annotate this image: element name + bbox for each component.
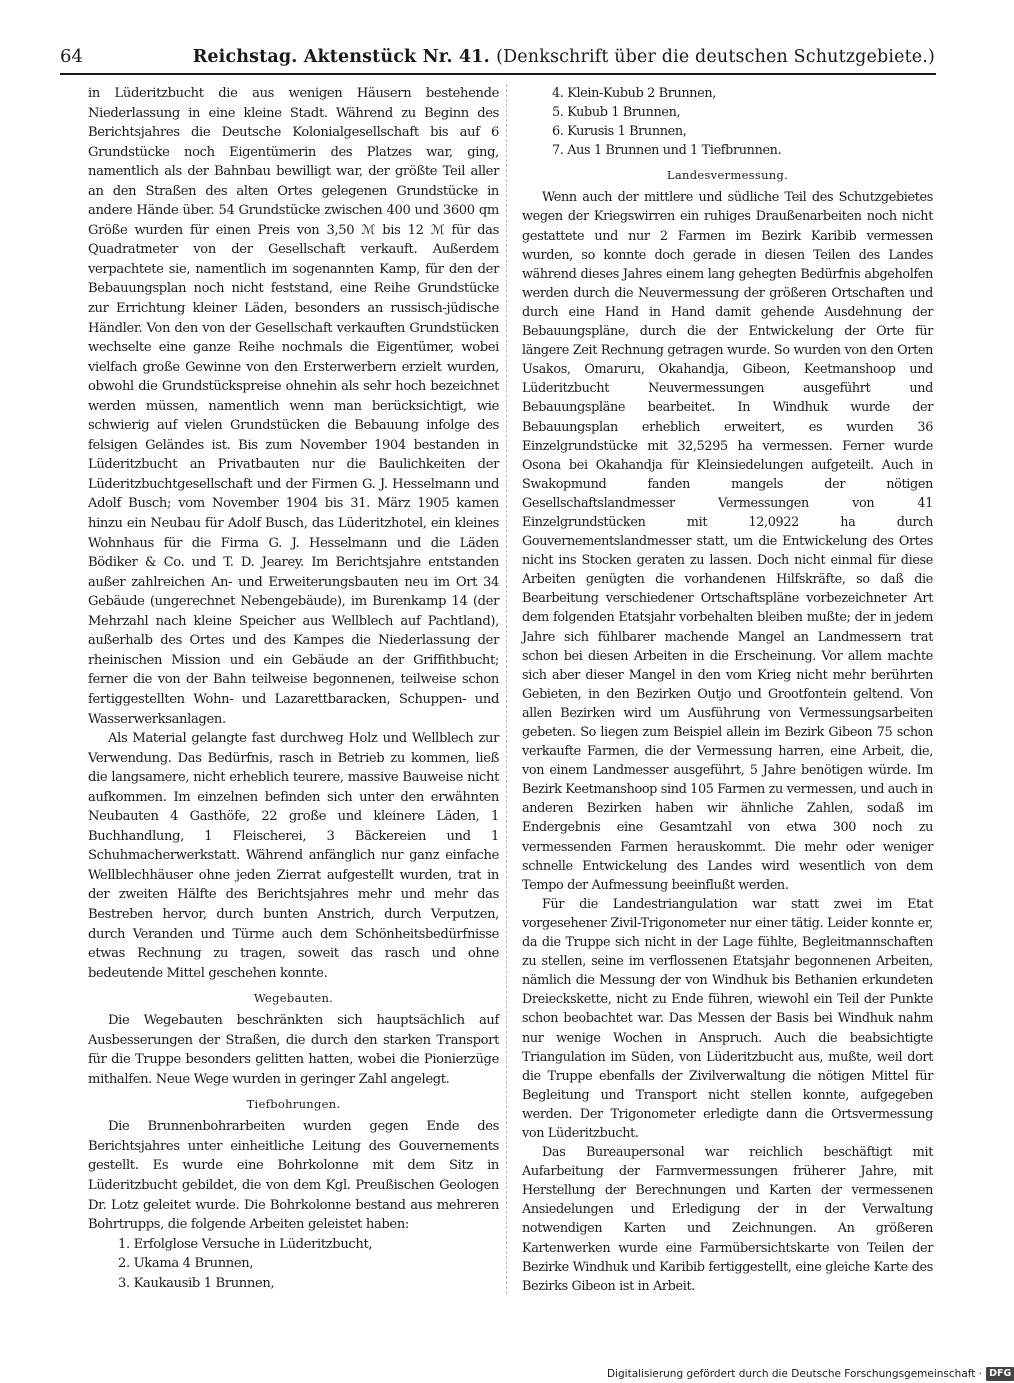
- list-item: 3. Kaukausib 1 Brunnen,: [118, 1275, 275, 1291]
- list-item: 2. Ukama 4 Brunnen,: [118, 1256, 254, 1272]
- digitization-footer: [607, 1366, 1012, 1382]
- paragraph-material: Als Material gelangte fast durchweg Holz und Wellblech zur Verwendung. Das Bedürfnis, rasch in Betrieb zu kommen, ließ die langsamere, nicht erheblich teurere, massive Bauweise nicht aufkommen. Im einzelnen befinden sich unter den erwähnten Neubauten 4 Gasthöfe, 22 große und kleinere Läden, 1 Buchhandlung, 1 Fleischerei, 3 Bäckereien und 1 Schuhmacherwerkstatt. Während anfänglich nur ganz einfache Wellblechhäuser ohne jeden Zierrat aufgestellt wurden, trat in der zweiten Hälfte des Berichtsjahres mehr und mehr das Bestreben hervor, durch bunten Anstrich, durch Verputzen, durch Veranden und Türme auch dem Schönheitsbedürfnisse etwas Rechnung zu tragen, soweit das rasch und ohne bedeutende Mittel geschehen konnte.: [88, 731, 499, 981]
- list-item: 5. Kubub 1 Brunnen,: [552, 105, 681, 121]
- list-item: 6. Kurusis 1 Brunnen,: [552, 124, 687, 140]
- paragraph-tiefbohrungen: Die Brunnenbohrarbeiten wurden gegen Ende des Berichtsjahres unter einheitliche Leitung des Gouvernements gestellt. Es wurde eine Bohrkolonne mit dem Sitz in Lüderitzbucht gebildet, die von dem Kgl. Preußischen Geologen Dr. Lotz geleitet wurde. Die Bohrkolonne bestand aus mehreren Bohrtrupps, die folgende Arbeiten geleistet haben:: [88, 1119, 499, 1233]
- paragraph-wegebauten: Die Wegebauten beschränkten sich hauptsächlich auf Ausbesserungen der Straßen, die durch den starken Transport für die Truppe besonders gelitten hatten, wobei die Pionierzüge mithalfen. Neue Wege wurden in geringer Zahl angelegt.: [88, 1013, 499, 1087]
- page-number: 64: [60, 46, 83, 67]
- list-item: 4. Klein-Kubub 2 Brunnen,: [552, 86, 716, 101]
- paragraph-lueederitzbucht: in Lüderitzbucht die aus wenigen Häusern bestehende Niederlassung in eine kleine Stadt. Während zu Beginn des Berichtsjahres die Deutsche Kolonialgesellschaft bis auf 6 Grundstücke noch Eigentümerin des Platzes war, ging, namentlich als der Bahnbau bewilligt war, der größte Teil aller an den Straßen des alten Ortes gelegenen Grundstücke in andere Hände über. 54 Grundstücke zwischen 400 und 3600 qm Größe wurden für einen Preis von 3,50 ℳ bis 12 ℳ für das Quadratmeter von der Gesellschaft verkauft. Außerdem verpachtete sie, namentlich im sogenannten Kamp, für den der Bebauungsplan noch nicht feststand, eine Reihe Grundstücke zur Errichtung kleiner Läden, besonders an russisch-jüdische Händler. Von den von der Gesellschaft verkauften Grundstücken wechselte eine ganze Reihe nochmals die Eigentümer, wobei vielfach große Gewinne von den Ersterwerbern erzielt wurden, obwohl die Grundstückspreise ohnehin als sehr hoch bezeichnet werden müssen, namentlich wenn man berücksichtigt, wie schwierig auf vielen Grundstücken die Bebauung infolge des felsigen Geländes ist. Bis zum November 1904 bestanden in Lüderitzbucht an Privatbauten nur die Baulichkeiten der Lüderitzbuchtgesellschaft und der Firmen G. J. Hesselmann und Adolf Busch; vom November 1904 bis 31. März 1905 kamen hinzu ein Neubau für Adolf Busch, das Lüderitzhotel, ein kleines Wohnhaus für die Firma G. J. Hesselmann und die Läden Bödiker & Co. und T. D. Jearey. Im Berichtsjahre entstanden außer zahlreichen An- und Erweiterungsbauten neu im Ort 34 Gebäude (ungerechnet Nebengebäude), im Burenkamp 14 (der Mehrzahl nach kleine Speicher aus Wellblech auf Pachtland), außerhalb des Ortes und des Kampes die Niederlassung der rheinischen Mission und ein Gebäude an der Griffithbucht; ferner die von der Bahn teilweise begonnenen, teilweise schon fertiggestellten Wohn- und Lazarettbaracken, Schuppen- und Wasserwerksanlagen.: [88, 86, 499, 727]
- section-heading-wegebauten: Wegebauten.: [253, 991, 334, 1006]
- running-title-subtitle: (Denkschrift über die deutschen Schutzgebiete.): [496, 47, 935, 67]
- list-item: 1. Erfolglose Versuche in Lüderitzbucht,: [118, 1236, 373, 1252]
- section-heading-tiefbohrungen: Tiefbohrungen.: [246, 1097, 341, 1112]
- left-column: [88, 84, 499, 1293]
- list-item: 7. Aus 1 Brunnen und 1 Tiefbrunnen.: [552, 143, 782, 159]
- running-title-main: Reichstag. Aktenstück Nr. 41.: [192, 47, 490, 67]
- page-header: [60, 44, 935, 74]
- dfg-logo: DFG: [986, 1367, 1014, 1381]
- bohr-list-part2: [522, 84, 933, 160]
- paragraph-triangulation: Für die Landestriangulation war statt zwei im Etat vorgesehener Zivil-Trigonometer nur einer tätig. Leider konnte er, da die Truppe sich nicht in der Lage fühlte, Begleitmannschaften zu stellen, seine im verflossenen Etatsjahr begonnenen Arbeiten, nämlich die Messung der von Windhuk bis Bethanien erkundeten Dreieckskette, nicht zu Ende führen, wiewohl ein Teil der Punkte schon beobachtet war. Das Messen der Basis bei Windhuk nahm nur wenige Wochen in Anspruch. Auch die beabsichtigte Triangulation im Süden, von Lüderitzbucht aus, mußte, weil dort die Truppe ebenfalls der Zivilverwaltung die nötigen Mittel für Begleitung und Transport nicht stellen konnte, aufgegeben werden. Der Trigonometer erledigte dann die Ortsvermessung von Lüderitzbucht.: [522, 896, 933, 1141]
- running-title: [193, 44, 935, 70]
- section-heading-landesvermessung: Landesvermessung.: [666, 168, 789, 183]
- right-column: [522, 84, 933, 1296]
- footer-text: Digitalisierung gefördert durch die Deutsche Forschungsgemeinschaft ·: [607, 1368, 983, 1380]
- paragraph-bureaupersonal: Das Bureaupersonal war reichlich beschäftigt mit Aufarbeitung der Farmvermessungen früherer Jahre, mit Herstellung der Berechnungen und Karten der vermessenen Ansiedelungen und Erledigung der in der Verwaltung notwendigen Karten und Zeichnungen. An größeren Kartenwerken wurde eine Farmübersichtskarte von Teilen der Bezirke Windhuk und Karibib fertiggestellt, eine gleiche Karte des Bezirks Gibeon ist in Arbeit.: [522, 1145, 933, 1294]
- paragraph-landesvermessung: Wenn auch der mittlere und südliche Teil des Schutzgebietes wegen der Kriegswirren ein ruhiges Draußenarbeiten noch nicht gestattete und nur 2 Farmen im Bezirk Karibib vermessen wurden, so konnte doch gerade in diesen Teilen des Landes während dieses Jahres einem lang gehegten Bedürfnis abgeholfen werden durch die Neuvermessung der größeren Ortschaften und durch eine Hand in Hand damit gehende Ausdehnung der Bebauungspläne, durch die der Entwickelung der Orte für längere Zeit Rechnung getragen wurde. So wurden von den Orten Usakos, Omaruru, Okahandja, Gibeon, Keetmanshoop und Lüderitzbucht Neuvermessungen ausgeführt und Bebauungspläne bearbeitet. In Windhuk wurde der Bebauungsplan erheblich erweitert, es wurden 36 Einzelgrundstücke mit 32,5295 ha vermessen. Ferner wurde Osona bei Okahandja für Kleinsiedelungen aufgeteilt. Auch in Swakopmund fanden mangels der nötigen Gesellschaftslandmesser Vermessungen von 41 Einzelgrundstücken mit 12,0922 ha durch Gouvernementslandmesser statt, um die Entwickelung des Ortes nicht ins Stocken geraten zu lassen. Doch nicht einmal für diese Arbeiten genügten die vorhandenen Hilfskräfte, so daß die Bearbeitung verschiedener Ortschaftspläne vorbezeichneter Art dem folgenden Etatsjahr vorbehalten bleiben mußte; der in jedem Jahre sich fühlbarer machende Mangel an Landmessern trat schon bei diesen Arbeiten in die Erscheinung. Vor allem machte sich aber dieser Mangel in den vom Krieg nicht mehr berührten Gebieten, in den Bezirken Outjo und Grootfontein geltend. Von allen Bezirken wird um Ausführung von Vermessungsarbeiten gebeten. So liegen zum Beispiel allein im Bezirk Gibeon 75 schon verkaufte Farmen, die der Vermessung harren, eine Arbeit, die, von einem Landmesser ausgeführt, 5 Jahre benötigen würde. Im Bezirk Keetmanshoop sind 105 Farmen zu vermessen, und auch in anderen Bezirken haben wir ähnliche Zahlen, sodaß im Endergebnis eine Gesamtzahl von etwa 300 noch zu vermessenden Farmen herauskommt. Die mehr oder weniger schnelle Entwickelung des Landes wird wesentlich von dem Tempo der Aufmessung beeinflußt werden.: [522, 190, 934, 893]
- bohr-list-part1: [88, 1235, 499, 1294]
- column-separator: [506, 84, 507, 1294]
- header-rule: [60, 73, 936, 75]
